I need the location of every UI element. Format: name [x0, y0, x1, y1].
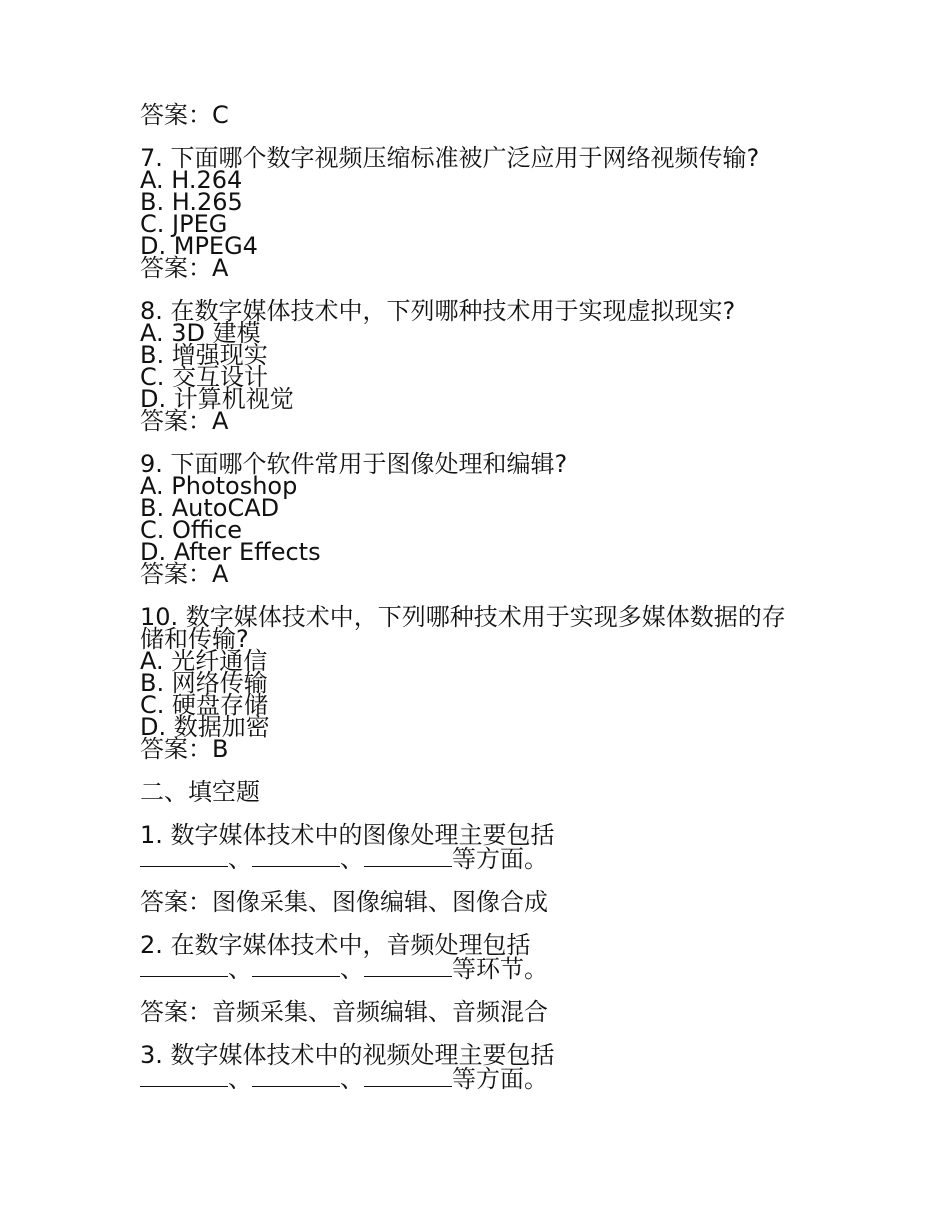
question-9-answer: 答案：A	[140, 560, 229, 588]
question-7-option-a: A. H.264	[140, 166, 243, 194]
fill-question-3-blanks	[140, 1065, 820, 1093]
question-8-option-b: B. 增强现实	[140, 341, 268, 369]
question-9-text: 9. 下面哪个软件常用于图像处理和编辑?	[140, 450, 568, 478]
fill-blank	[364, 846, 452, 867]
separator: 、	[340, 955, 364, 983]
fill-blank	[364, 1066, 452, 1087]
question-7-option-c: C. JPEG	[140, 210, 228, 238]
separator: 、	[228, 955, 252, 983]
question-7-option-b: B. H.265	[140, 188, 243, 216]
question-8-option-c: C. 交互设计	[140, 363, 269, 391]
fill-question-1-answer: 答案：图像采集、图像编辑、图像合成	[140, 888, 548, 916]
separator: 、	[340, 1065, 364, 1093]
fill-question-1	[140, 821, 820, 873]
fill-question-2-answer: 答案：音频采集、音频编辑、音频混合	[140, 998, 548, 1026]
question-9-option-d: D. After Effects	[140, 538, 321, 566]
question-10-option-c: C. 硬盘存储	[140, 691, 269, 719]
fill-blank	[252, 1066, 340, 1087]
fill-question-1-tail: 等方面。	[452, 845, 548, 873]
question-9-option-b: B. AutoCAD	[140, 494, 280, 522]
fill-question-1-blanks	[140, 845, 820, 873]
fill-question-1-text: 1. 数字媒体技术中的图像处理主要包括	[140, 821, 555, 849]
question-7-answer: 答案：A	[140, 254, 229, 282]
fill-blank	[140, 846, 228, 867]
question-8-text: 8. 在数字媒体技术中，下列哪种技术用于实现虚拟现实?	[140, 297, 736, 325]
question-10	[140, 603, 820, 763]
answer-previous: 答案：C	[140, 101, 229, 129]
section-2-title: 二、填空题	[140, 778, 260, 806]
document-page	[140, 101, 820, 1093]
fill-blank	[364, 956, 452, 977]
fill-question-3-tail: 等方面。	[452, 1065, 548, 1093]
separator: 、	[228, 845, 252, 873]
question-8-option-d: D. 计算机视觉	[140, 385, 294, 413]
question-9-option-c: C. Office	[140, 516, 243, 544]
question-8	[140, 297, 820, 435]
fill-question-3-text: 3. 数字媒体技术中的视频处理主要包括	[140, 1041, 555, 1069]
fill-question-2-tail: 等环节。	[452, 955, 548, 983]
fill-blank	[140, 956, 228, 977]
question-7-option-d: D. MPEG4	[140, 232, 258, 260]
question-10-option-d: D. 数据加密	[140, 713, 270, 741]
fill-question-2-blanks	[140, 955, 820, 983]
question-10-text-line2: 储和传输?	[140, 625, 249, 653]
question-9-option-a: A. Photoshop	[140, 472, 298, 500]
question-8-option-a: A. 3D 建模	[140, 319, 261, 347]
question-10-answer: 答案：B	[140, 735, 229, 763]
question-9	[140, 450, 820, 588]
fill-blank	[140, 1066, 228, 1087]
fill-question-3	[140, 1041, 820, 1093]
separator: 、	[340, 845, 364, 873]
fill-question-2-text: 2. 在数字媒体技术中，音频处理包括	[140, 931, 531, 959]
separator: 、	[228, 1065, 252, 1093]
fill-blank	[252, 956, 340, 977]
question-10-text-line1: 10. 数字媒体技术中，下列哪种技术用于实现多媒体数据的存	[140, 603, 786, 631]
question-8-answer: 答案：A	[140, 407, 229, 435]
question-7-text: 7. 下面哪个数字视频压缩标准被广泛应用于网络视频传输?	[140, 144, 760, 172]
question-10-option-b: B. 网络传输	[140, 669, 268, 697]
fill-question-2	[140, 931, 820, 983]
question-7	[140, 144, 820, 282]
question-10-option-a: A. 光纤通信	[140, 647, 268, 675]
fill-blank	[252, 846, 340, 867]
